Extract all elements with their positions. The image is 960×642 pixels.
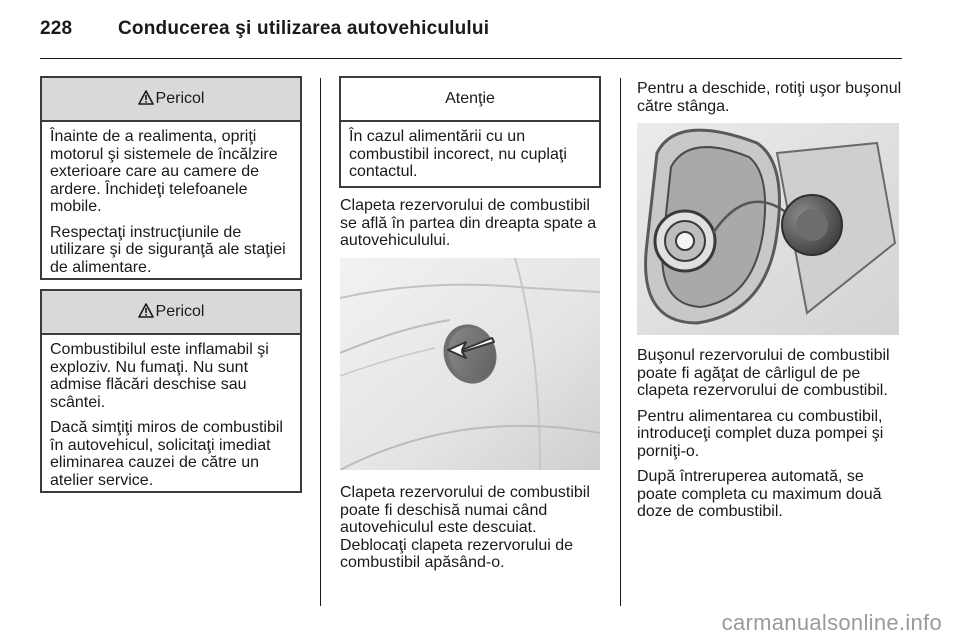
danger-box-paragraph: Dacă simţiţi miros de combustibil în autovehicul, solicitaţi imediat eliminarea cauzei de către un atelier service. — [50, 419, 283, 489]
page-title: Conducerea şi utilizarea autovehiculului — [118, 18, 490, 39]
fuel-flap-location-text — [340, 197, 602, 258]
paragraph: Pentru alimentarea cu combustibil, introduceţi complet duza pompei şi porniţi-o. — [637, 407, 884, 460]
danger-box-title: Pericol — [155, 303, 205, 320]
danger-box-header — [42, 291, 300, 335]
paragraph: După întreruperea automată, se poate completa cu maximum două doze de combustibil. — [637, 468, 882, 520]
danger-box-header — [42, 78, 300, 122]
danger-box-paragraph: Combustibilul este inflamabil şi exploziv. Nu fumaţi. Nu sunt admise flăcări deschise sau scântei. — [50, 341, 269, 411]
paragraph: Buşonul rezervorului de combustibil poate fi agăţat de cârligul de pe clapeta rezervorului de combustibil. — [637, 347, 890, 399]
danger-box-1 — [40, 76, 302, 280]
fuel-cap-illustration — [637, 123, 899, 335]
danger-box-paragraph: Înainte de a realimenta, opriţi motorul şi sistemele de încălzire exterioare care au camere de ardere. Închideţi telefoanele mobile. — [50, 128, 278, 215]
danger-box-2 — [40, 289, 302, 493]
fuel-flap-unlock-text — [340, 484, 602, 580]
column-divider-1 — [320, 78, 321, 606]
warning-triangle-icon — [138, 303, 154, 322]
caution-box — [339, 76, 601, 188]
caution-box-paragraph: În cazul alimentării cu un combustibil incorect, nu cuplaţi contactul. — [349, 128, 567, 180]
open-cap-text — [637, 80, 905, 123]
caution-box-body — [341, 122, 599, 189]
danger-box-body — [42, 335, 300, 497]
warning-triangle-icon — [138, 90, 154, 109]
danger-box-body — [42, 122, 300, 284]
paragraph: Clapeta rezervorului de combustibil poate fi deschisă numai când autovehiculul este descuiat. Deblocaţi clapeta rezervorului de combustibil apăsând-o. — [340, 484, 590, 571]
header-divider — [40, 58, 902, 59]
fuel-flap-illustration — [340, 258, 600, 470]
paragraph: Pentru a deschide, rotiţi uşor buşonul către stânga. — [637, 80, 902, 115]
watermark: carmanualsonline.info — [721, 610, 942, 635]
danger-box-paragraph: Respectaţi instrucţiunile de utilizare şi de siguranţă ale staţiei de alimentare. — [50, 223, 286, 276]
paragraph: Clapeta rezervorului de combustibil se află în partea din dreapta spate a autovehiculului. — [340, 197, 597, 249]
caution-box-header — [341, 78, 599, 122]
right-column-text — [637, 347, 905, 529]
caution-box-title: Atenţie — [445, 90, 495, 107]
page-number: 228 — [40, 18, 73, 39]
column-divider-2 — [620, 78, 621, 606]
danger-box-title: Pericol — [155, 90, 205, 107]
